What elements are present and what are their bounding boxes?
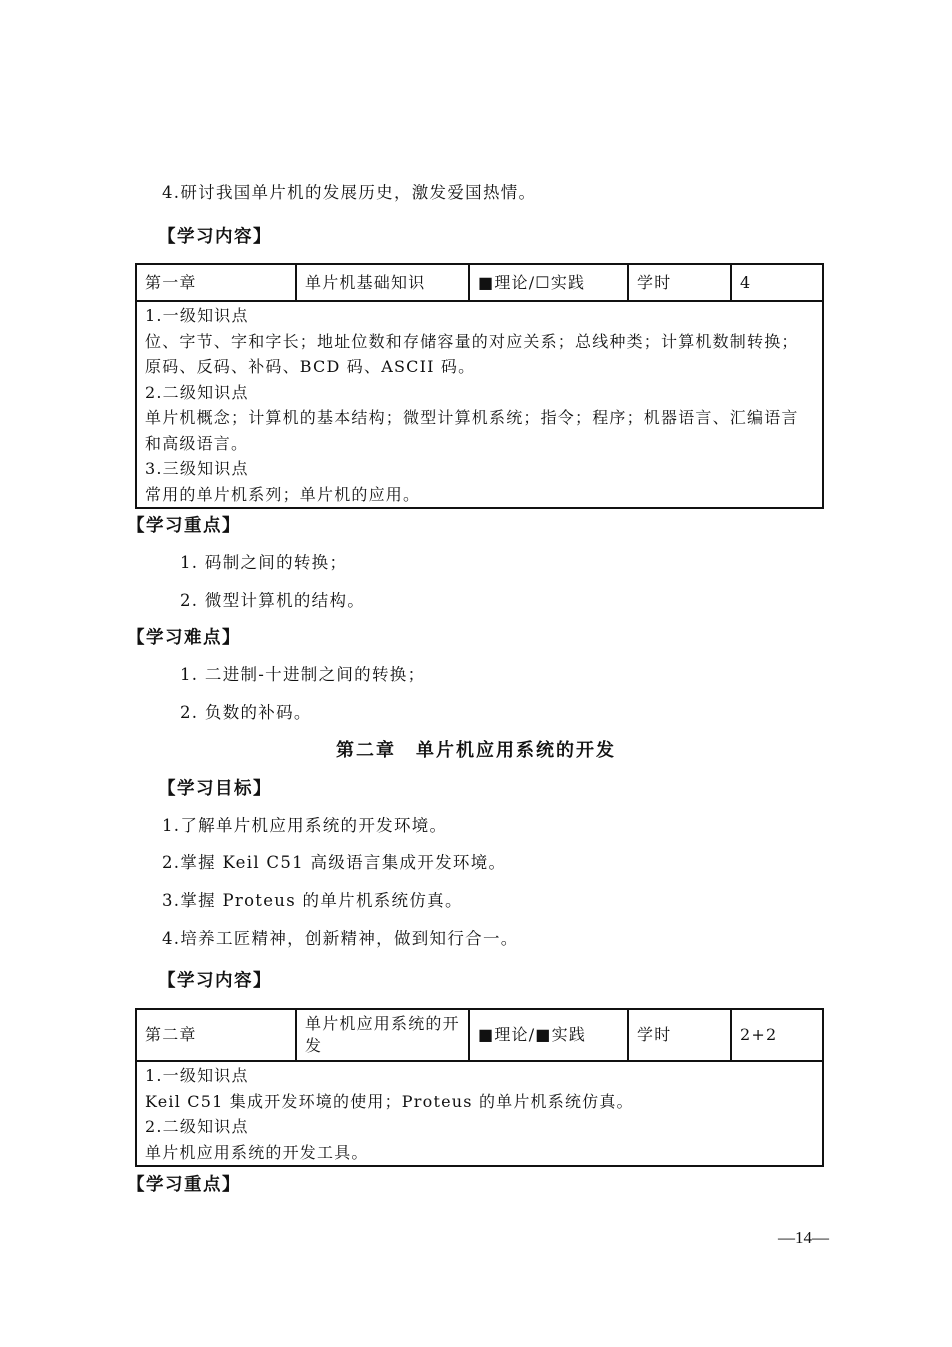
level1-text: Keil C51 集成开发环境的使用；Proteus 的单片机系统仿真。	[145, 1091, 634, 1111]
hours-label-cell: 学时	[628, 264, 731, 301]
chapter-cell: 第一章	[136, 264, 296, 301]
level1-heading: 1.一级知识点	[145, 306, 249, 325]
level2-heading: 2.二级知识点	[145, 1117, 249, 1136]
difficulty-item: 2. 负数的补码。	[180, 703, 312, 722]
level1-text: 位、字节、字和字长；地址位数和存储容量的对应关系；总线种类；计算机数制转换；原码、反码、补码、BCD 码、ASCII 码。	[145, 331, 799, 376]
level2-heading: 2.二级知识点	[145, 382, 249, 402]
goal-item: 1.了解单片机应用系统的开发环境。	[162, 816, 448, 835]
hours-value-cell: 2+2	[731, 1009, 823, 1061]
level2-text: 单片机概念；计算机的基本结构；微型计算机系统；指令；程序；机器语言、汇编语言和高级语言。	[145, 408, 799, 453]
chapter1-course-table	[135, 263, 824, 509]
knowledge-points-cell	[136, 301, 823, 508]
difficulties-heading: 【学习难点】	[127, 628, 241, 648]
level1-heading: 1.一级知识点	[145, 1066, 249, 1085]
goal-item-4: 4.研讨我国单片机的发展历史，激发爱国热情。	[162, 183, 537, 202]
chapter2-title: 第二章 单片机应用系统的开发	[336, 740, 616, 761]
difficulty-item: 1. 二进制-十进制之间的转换；	[180, 665, 426, 684]
level3-text: 常用的单片机系列；单片机的应用。	[145, 484, 421, 504]
course-type-cell: ■理论/■实践	[469, 1009, 628, 1061]
learning-content-heading: 【学习内容】	[158, 227, 272, 247]
level2-text: 单片机应用系统的开发工具。	[145, 1142, 369, 1162]
key-points-heading: 【学习重点】	[127, 1175, 241, 1195]
key-point-item: 2. 微型计算机的结构。	[180, 591, 366, 610]
goal-item: 3.掌握 Proteus 的单片机系统仿真。	[162, 891, 463, 910]
hours-value-cell: 4	[731, 264, 823, 301]
chapter-title-cell: 单片机应用系统的开发	[296, 1009, 469, 1061]
learning-content-heading: 【学习内容】	[158, 971, 272, 991]
chapter2-course-table	[135, 1008, 824, 1167]
hours-label-cell: 学时	[628, 1009, 731, 1061]
goal-item: 2.掌握 Keil C51 高级语言集成开发环境。	[162, 853, 507, 872]
goal-item: 4.培养工匠精神，创新精神，做到知行合一。	[162, 929, 519, 948]
level3-heading: 3.三级知识点	[145, 459, 249, 478]
page-number: —14—	[778, 1228, 829, 1247]
key-points-heading: 【学习重点】	[127, 516, 241, 536]
chapter-cell: 第二章	[136, 1009, 296, 1061]
learning-goals-heading: 【学习目标】	[158, 779, 272, 799]
chapter-title-cell: 单片机基础知识	[296, 264, 469, 301]
course-type-cell: ■理论/☐实践	[469, 264, 628, 301]
knowledge-points-cell	[136, 1061, 823, 1166]
key-point-item: 1. 码制之间的转换；	[180, 553, 348, 572]
